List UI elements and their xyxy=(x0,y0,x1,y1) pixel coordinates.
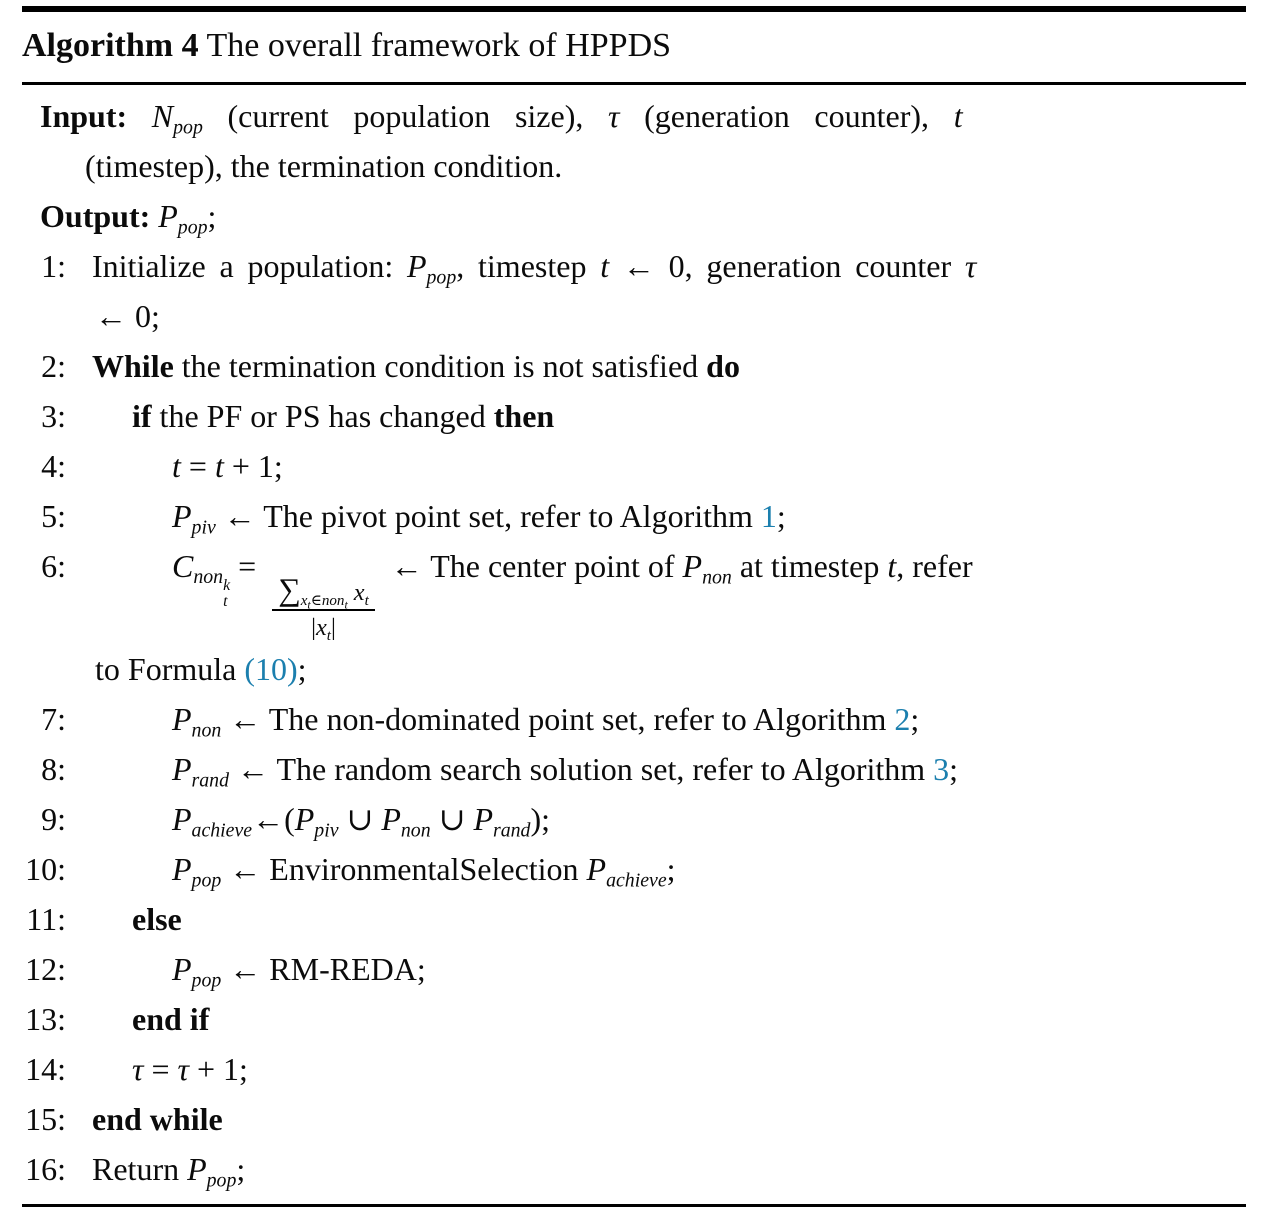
math-variable: τ xyxy=(608,97,620,134)
algo-line-12 xyxy=(22,944,1246,994)
formula-10-ref-link[interactable]: (10) xyxy=(244,650,298,687)
statement-text: $P_{pop}$ ← EnvironmentalSelection $P_{achieve}$; xyxy=(172,850,676,892)
subscript xyxy=(327,628,331,644)
math-variable: P xyxy=(172,950,192,987)
keyword: else xyxy=(132,900,182,937)
math-variable: N xyxy=(151,97,174,134)
statement-text xyxy=(132,894,1246,944)
keyword: end while xyxy=(92,1100,223,1137)
line-number: 16: xyxy=(25,1150,66,1187)
math-variable: P xyxy=(294,800,315,837)
math-variable: x xyxy=(315,614,327,642)
line-number: 6: xyxy=(41,547,66,584)
math-variable: P xyxy=(172,750,192,787)
line-number: 1: xyxy=(41,247,66,284)
algorithm-title-label: Algorithm 4 xyxy=(22,27,199,64)
statement-text xyxy=(92,1094,1246,1144)
math-variable: pop xyxy=(191,969,222,992)
line-number: 9: xyxy=(41,800,66,837)
subscript xyxy=(192,969,222,991)
math-variable: P xyxy=(187,1150,207,1187)
subscript xyxy=(493,819,530,841)
algorithm-1-ref-link[interactable]: 1 xyxy=(760,497,777,534)
math-variable: piv xyxy=(191,516,216,539)
statement-text: t = t + 1; xyxy=(172,447,283,484)
subscript xyxy=(365,593,369,609)
math-variable: non xyxy=(191,719,222,742)
line-number: 13: xyxy=(25,1000,66,1037)
math-variable: P xyxy=(158,197,178,234)
line-number: 10: xyxy=(25,850,66,887)
subscript xyxy=(178,216,208,238)
algo-line-4 xyxy=(22,441,1246,491)
statement-wrap-text: to Formula (10); xyxy=(95,650,307,687)
math-variable: P xyxy=(406,247,427,284)
line-number: 2: xyxy=(41,347,66,384)
math-variable: achieve xyxy=(606,869,667,892)
math-variable: pop xyxy=(426,266,457,289)
math-variable: P xyxy=(682,547,703,584)
line-number: 12: xyxy=(25,950,66,987)
statement-text: τ = τ + 1; xyxy=(132,1050,248,1087)
keyword: if xyxy=(132,397,152,434)
line-number: 14: xyxy=(25,1050,66,1087)
algo-line-8 xyxy=(22,744,1246,794)
line-number: 11: xyxy=(26,900,66,937)
line-number: 7: xyxy=(41,700,66,737)
math-variable: rand xyxy=(191,769,230,792)
math-variable: t xyxy=(887,547,897,584)
math-variable: pop xyxy=(173,116,203,139)
subscript xyxy=(192,819,253,841)
algo-line-7 xyxy=(22,694,1246,744)
keyword: Output: xyxy=(40,197,159,234)
statement-wrap-text: ← 0; xyxy=(95,297,160,334)
math-variable: t xyxy=(307,597,311,611)
statement-text: Input: $N_{pop}$ (current population size), τ (generation counter), t xyxy=(40,97,963,139)
subscript xyxy=(307,598,310,611)
math-variable: t xyxy=(344,597,348,611)
math-variable: τ xyxy=(177,1050,189,1087)
algo-line-14 xyxy=(22,1044,1246,1094)
algo-line-16 xyxy=(22,1144,1246,1194)
math-variable: non xyxy=(702,566,732,589)
math-variable: k xyxy=(223,577,231,595)
math-variable: rand xyxy=(493,819,531,842)
math-variable: t xyxy=(326,628,331,645)
bottom-rule xyxy=(22,1204,1246,1207)
keyword: then xyxy=(493,397,555,434)
math-variable: P xyxy=(381,800,401,837)
line-number: 3: xyxy=(41,397,66,434)
math-variable: pop xyxy=(206,1169,237,1192)
statement-text: $C_{non k t}$ = $\frac{\sum_{x_t\in non_t} x_t}{|x_t|}$ ← The center point of $P_{non}$ at timestep t, refer xyxy=(172,547,973,645)
subscript xyxy=(314,819,338,841)
output-line xyxy=(22,191,1246,241)
subscript xyxy=(606,869,667,891)
sup-sub-stack xyxy=(223,578,230,610)
math-variable: t xyxy=(953,97,963,134)
algo-line-9 xyxy=(22,794,1246,844)
math-variable: piv xyxy=(314,819,339,842)
math-variable: non xyxy=(193,566,224,589)
sum-operator-icon: ∑ xyxy=(278,571,301,607)
math-variable: x xyxy=(300,592,308,609)
subscript xyxy=(192,869,222,891)
math-variable: t xyxy=(214,447,224,484)
statement-text: $P_{rand}$ ← The random search solution set, refer to Algorithm 3; xyxy=(172,750,959,792)
subscript xyxy=(207,1169,237,1191)
algo-line-10 xyxy=(22,844,1246,894)
math-variable: P xyxy=(172,700,192,737)
math-variable: achieve xyxy=(191,819,253,842)
math-variable: C xyxy=(172,547,194,584)
algo-line-11 xyxy=(22,894,1246,944)
statement-text xyxy=(132,994,1246,1044)
algorithm-2-ref-link[interactable]: 2 xyxy=(894,700,911,737)
statement-wrap-text: (timestep), the termination condition. xyxy=(85,147,563,184)
algo-line-3 xyxy=(22,391,1246,441)
math-variable: non xyxy=(321,592,345,609)
math-variable: pop xyxy=(177,216,208,239)
algo-line-15 xyxy=(22,1094,1246,1144)
subscript xyxy=(193,566,231,611)
subscript xyxy=(192,719,222,741)
statement-text: Return $P_{pop}$; xyxy=(92,1150,246,1192)
statement-text: $P_{pop}$ ← RM-REDA; xyxy=(172,950,426,992)
subscript xyxy=(192,516,216,538)
algo-line-1 xyxy=(22,241,1246,341)
line-number: 15: xyxy=(25,1100,66,1137)
keyword: do xyxy=(706,347,740,384)
line-number: 4: xyxy=(41,447,66,484)
math-variable: τ xyxy=(964,247,977,284)
keyword: Input: xyxy=(40,97,152,134)
algorithm-body xyxy=(22,85,1246,1194)
algorithm-title-caption: The overall framework of HPPDS xyxy=(198,27,672,64)
statement-text: While the termination condition is not satisfied do xyxy=(92,347,740,384)
math-variable: τ xyxy=(132,1050,144,1087)
fraction: $\frac{\sum_{x_t\in non_t} x_t}{|x_t|}$ xyxy=(272,576,375,644)
math-variable: t xyxy=(223,593,228,611)
algorithm-title xyxy=(22,12,1246,82)
algo-line-2 xyxy=(22,341,1246,391)
statement-text: $P_{piv}$ ← The pivot point set, refer to Algorithm 1; xyxy=(172,497,786,539)
statement-text: Initialize a population: $P_{pop}$, timestep t ← 0, generation counter τ xyxy=(92,247,977,289)
subscript xyxy=(401,819,431,841)
math-variable: P xyxy=(172,800,192,837)
subscript xyxy=(427,266,457,288)
math-variable: t xyxy=(600,247,610,284)
math-variable: P xyxy=(172,850,192,887)
math-variable: pop xyxy=(191,869,222,892)
input-line xyxy=(22,91,1246,191)
keyword: end if xyxy=(132,1000,210,1037)
statement-text: $P_{non}$ ← The non-dominated point set, refer to Algorithm 2; xyxy=(172,700,920,742)
math-variable: P xyxy=(172,497,192,534)
algo-line-5 xyxy=(22,491,1246,541)
subscript xyxy=(192,769,229,791)
math-variable: t xyxy=(172,447,181,484)
statement-text: if the PF or PS has changed then xyxy=(132,397,555,434)
math-variable: non xyxy=(400,819,431,842)
subscript xyxy=(344,598,347,611)
statement-text: Output: $P_{pop}$; xyxy=(40,197,217,239)
statement-text: $P_{achieve}\leftarrow(P_{piv}$ ∪ $P_{non}$ ∪ $P_{rand}$); xyxy=(172,800,551,842)
subscript xyxy=(173,116,203,138)
algo-line-13 xyxy=(22,994,1246,1044)
algo-line-6 xyxy=(22,541,1246,694)
line-number: 5: xyxy=(41,497,66,534)
math-variable: t xyxy=(364,592,369,609)
math-variable: P xyxy=(586,850,607,887)
subscript: xt∈nont xyxy=(300,592,348,611)
algorithm-3-ref-link[interactable]: 3 xyxy=(933,750,950,787)
line-number: 8: xyxy=(41,750,66,787)
math-variable: x xyxy=(353,578,365,606)
subscript xyxy=(702,566,732,588)
keyword: While xyxy=(92,347,174,384)
math-variable: P xyxy=(473,800,493,837)
